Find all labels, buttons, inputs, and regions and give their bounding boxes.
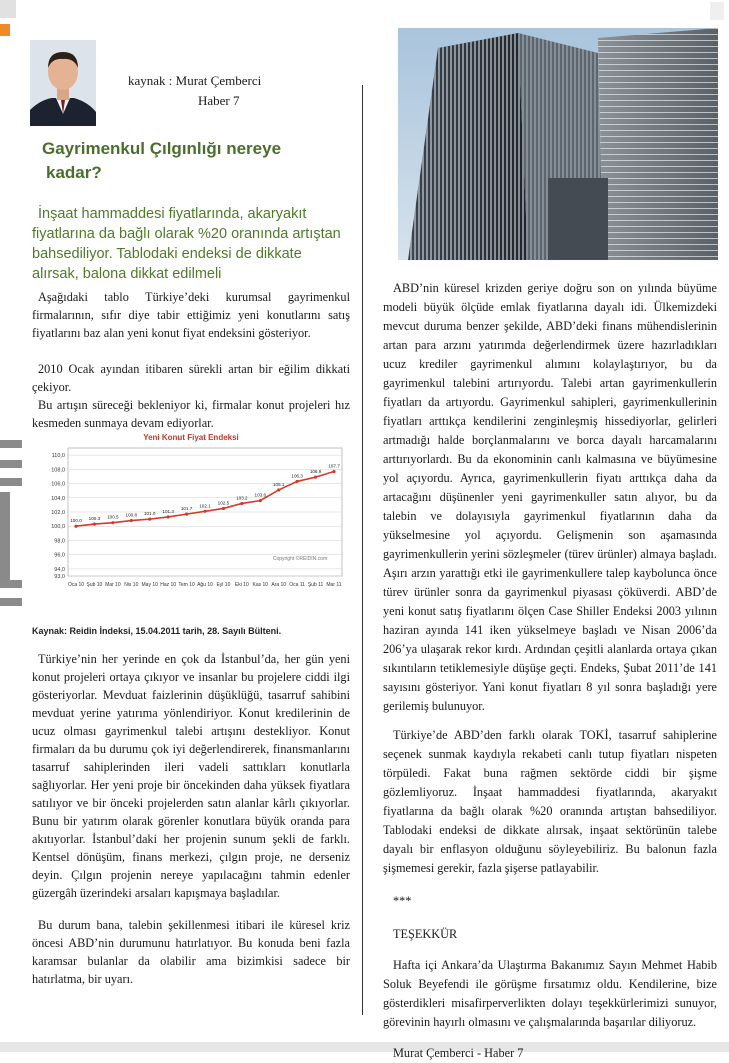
x-tick-label: Ağu 10 [197, 582, 213, 588]
data-point [111, 521, 114, 524]
x-tick-label: Oca 11 [289, 582, 306, 588]
x-tick-label: Tem 10 [178, 582, 195, 588]
side-bar [0, 492, 10, 587]
left-column-bottom [32, 650, 350, 988]
paragraph: Aşağıdaki tablo Türkiye’deki kurumsal gayrimenkul firmalarının, sıfır diye tabir ettiğimiz yeni konutlarını satış fiyatlarını baz alan yeni konut fiyat endeksini gösteriyor. [32, 290, 350, 340]
y-tick-label: 100,0 [51, 524, 65, 531]
data-label: 103.6 [254, 492, 267, 498]
separator: *** [393, 894, 412, 908]
data-point [259, 499, 262, 502]
paragraph: Bu artışın süreceği bekleniyor ki, firmalar konut projeleri hız kesmeden sunmaya devam ediyorlar. [32, 398, 350, 430]
x-tick-label: Haz 10 [160, 582, 177, 588]
paragraph: 2010 Ocak ayından itibaren sürekli artan bir eğilim dikkati çekiyor. [32, 362, 350, 394]
outlet-line: Haber 7 [198, 93, 240, 108]
data-label: 107.7 [328, 463, 340, 469]
data-label: 100.5 [107, 514, 119, 520]
y-tick-label: 96,0 [54, 552, 65, 559]
x-tick-label: Oca 10 [67, 582, 85, 588]
data-point [148, 518, 151, 521]
source-line: kaynak : Murat Çemberci [128, 73, 262, 88]
data-label: 101.3 [162, 508, 174, 514]
data-label: 101.7 [180, 506, 193, 512]
lead-text: İnşaat hammaddesi fiyatlarında, akaryakıt fiyatlarına da bağlı olarak %20 oranında artıştan bahsediliyor. Tablodaki endeksi de dikkate alırsak, balona dikkat edilmeli [32, 206, 341, 282]
x-tick-label: Mar 11 [326, 582, 342, 588]
top-accent [0, 0, 16, 18]
data-point [93, 522, 96, 525]
building-photo [398, 28, 718, 260]
data-label: 100.3 [88, 516, 101, 522]
headline-line: kadar? [46, 163, 102, 182]
data-point [74, 525, 77, 528]
side-marker [0, 478, 22, 486]
side-marker [0, 580, 22, 588]
right-column [383, 279, 717, 1063]
author-photo [30, 40, 96, 126]
side-marker [0, 598, 22, 606]
y-tick-label: 106,0 [51, 481, 65, 488]
data-label: 105.1 [272, 481, 285, 487]
y-tick-label: 98,0 [54, 538, 65, 545]
y-tick-label: 93,0 [54, 574, 65, 580]
data-label: 102.1 [199, 503, 211, 509]
headline-line: Gayrimenkul Çılgınlığı nereye [42, 139, 282, 158]
x-tick-label: Ara 10 [271, 582, 287, 588]
y-tick-label: 102,0 [51, 510, 65, 516]
data-point [277, 488, 280, 491]
data-label: 102.5 [217, 500, 230, 506]
y-tick-label: 104,0 [51, 495, 65, 502]
data-label: 101.0 [143, 511, 156, 517]
data-point [130, 519, 133, 522]
y-tick-label: 94,0 [54, 566, 65, 573]
paragraph: Türkiye’de ABD’den farklı olarak TOKİ, tasarruf sahiplerine seçenek sunmak kaydıyla rekabeti canlı tutup fiyatları nispeten törpüledi. Fakat buna rağmen sektörde ciddi bir şişme gözlemliyoruz. İnşaat hammaddesi fiyatlarında, akaryakıt fiyatlarına da bağlı olarak %20 oranında artıştan bahsediliyor. Tablodaki endeksi de dikkate alırsak, inşaat sektörünün talebe dayalı bir enflasyon olduğunu söyleyebiliriz. Bu balonun fazla şişmemesi gerekir, fazla şişerse patlayabilir. [383, 728, 717, 875]
y-tick-label: 110,0 [51, 453, 65, 460]
chart-watermark: Copyright ©REIDIN.com [272, 556, 328, 562]
x-tick-label: Şub 11 [307, 582, 324, 588]
side-marker [0, 460, 22, 468]
data-label: 106.9 [309, 469, 322, 475]
top-accent-orange [0, 24, 10, 36]
data-point [222, 507, 225, 510]
signature: Murat Çemberci - Haber 7 [393, 1046, 524, 1060]
paragraph: ABD’nin küresel krizden geriye doğru son on yılında büyüme modeli büyük ölçüde emlak fiyatlarına dayalı idi. Ülkemizdeki mevcut duruma benzer şekilde, ABD’deki finans mühendislerinin artan para arzını yatırımda değerlendirmek üzere hazırladıkları ucuz krediler gayrimenkul alımını kolaylaştırıyor, bu da gayrimenkul talebini artırıyordu. Talebi artan gayrimenkullerin fiyatları da artıyordu. Gayrimenkul sahipleri, gayrimenkullerinin fiyatları arttıkça kendilerini zenginleşmiş hissediyorlar, gelirleri artmadığı halde borçlanmalarını ve borca dayalı harcamalarını arttırıyorlardı. Bu da ekonominin canlı kalmasına ve büyümesine yol açıyordu. Ayrıca, gayrimenkullerin fiyatı arttıkça daha da artacağını düşünenler yeni gayrimenkuller satın alıyor, bu da talebin ve dolayısıyla gayrimenkul fiyatlarının daha da yükselmesine yol açıyordu. Gelişmenin son aşamasında gayrimenkullerin yerini sözleşmeler (türev ürünler) almaya başladı. Aşırı arzın yarattığı etki ile gayrimenkullere talep kaybolunca önce türev ürünler sonra da gayrimenkul piyasası çöküverdi. ABD’de yeni konut satış fiyatlarını ölçen Case Shiller Endeksi 2003 yılının haziran ayında 141 iken yükselmeye başladı ve Nisan 2006’da 206’ya ulaşarak rekor kırdı. Ardından çeşitli alanlarda ortaya çıkan sıkıntıların tetiklemesiyle düşüşe geçti. Endeks, Şubat 2011’de 141 sayısını gösteriyor. Yani konut fiyatları 8 yıl sonra başladığı yere gerilemiş bulunuyor. [383, 281, 717, 713]
data-point [167, 515, 170, 518]
column-divider [362, 85, 363, 1015]
y-tick-label: 108,0 [51, 467, 65, 474]
data-point [332, 470, 335, 473]
data-point [296, 480, 299, 483]
x-tick-label: May 10 [141, 582, 158, 588]
data-label: 100.8 [125, 512, 138, 518]
thanks-title: TEŞEKKÜR [393, 927, 458, 941]
chart-caption: Kaynak: Reidin İndeksi, 15.04.2011 tarih, 28. Sayılı Bülteni. [32, 626, 282, 636]
paragraph: Bu durum bana, talebin şekillenmesi itibari ile küresel kriz öncesi ABD’nin durumunu hatırlatıyor. Bu konuda beni fazla karamsar bulanlar da olabilir ama bizimkisi sadece bir hatırlatma, bir uyarı. [32, 918, 350, 986]
x-tick-label: Mar 10 [105, 582, 121, 588]
side-marker [0, 440, 22, 448]
x-tick-label: Nis 10 [124, 582, 139, 588]
headline [42, 137, 342, 185]
thanks-text: Hafta içi Ankara’da Ulaştırma Bakanımız Sayın Mehmet Habib Soluk Beyefendi ile görüşme fırsatımız oldu. Kendilerine, bize gösterdikleri misafirperverlikten dolayı teşekkürlerimizi sunuyor, görevinin hayırlı olmasını ve çalışmalarında başarılar diliyoruz. [383, 958, 717, 1029]
data-label: 103.2 [236, 495, 248, 501]
left-column-top [32, 288, 350, 432]
x-tick-label: Eyl 10 [216, 582, 231, 588]
chart-title: Yeni Konut Fiyat Endeksi [143, 433, 239, 442]
x-tick-label: Şub 10 [86, 582, 103, 588]
data-label: 106.3 [291, 473, 303, 479]
paragraph: Türkiye’nin her yerinde en çok da İstanbul’da, her gün yeni konut projeleri ortaya çıkıyor ve insanlar bu projelere ciddi ilgi gösteriyorlar. Mevduat faizlerinin düşüklüğü, tasarruf sahibini mevduat yerine yatırıma yönlendiriyor. Konut kredilerinin de ucuz olması gayrimenkul talebi artışını destekliyor. Konut firmaları da bu durumu çok iyi değerlendirerek, finansmanlarını tasarruf sahiplerinden ileri vadeli sattıkları konutlarla sağlıyorlar. Her yeni proje bir öncekinden daha yüksek fiyatlara satılıyor ve bir önceki projelerden satın alanlar kârlı çıkıyorlar. Bunu bir yatırım olarak görenler konutlara büyük oranda para akıtıyorlar. İstanbul’daki her projenin sunum şekli de farklı. Kentsel dönüşüm, finans merkezi, çılgın proje, ne derseniz deyin. Çılgın projenin nereye yapılacağını tahmin edenler güzergâh üzerindeki arsaları kapışmaya başladılar. [32, 652, 350, 900]
data-point [314, 476, 317, 479]
data-point [185, 513, 188, 516]
data-point [240, 502, 243, 505]
x-tick-label: Eki 10 [234, 582, 249, 588]
data-point [203, 510, 206, 513]
x-tick-label: Kas 10 [252, 582, 269, 588]
data-label: 100.0 [70, 518, 82, 524]
top-right-mark [710, 2, 724, 20]
price-index-chart [32, 428, 350, 608]
chart-figure [32, 428, 350, 608]
